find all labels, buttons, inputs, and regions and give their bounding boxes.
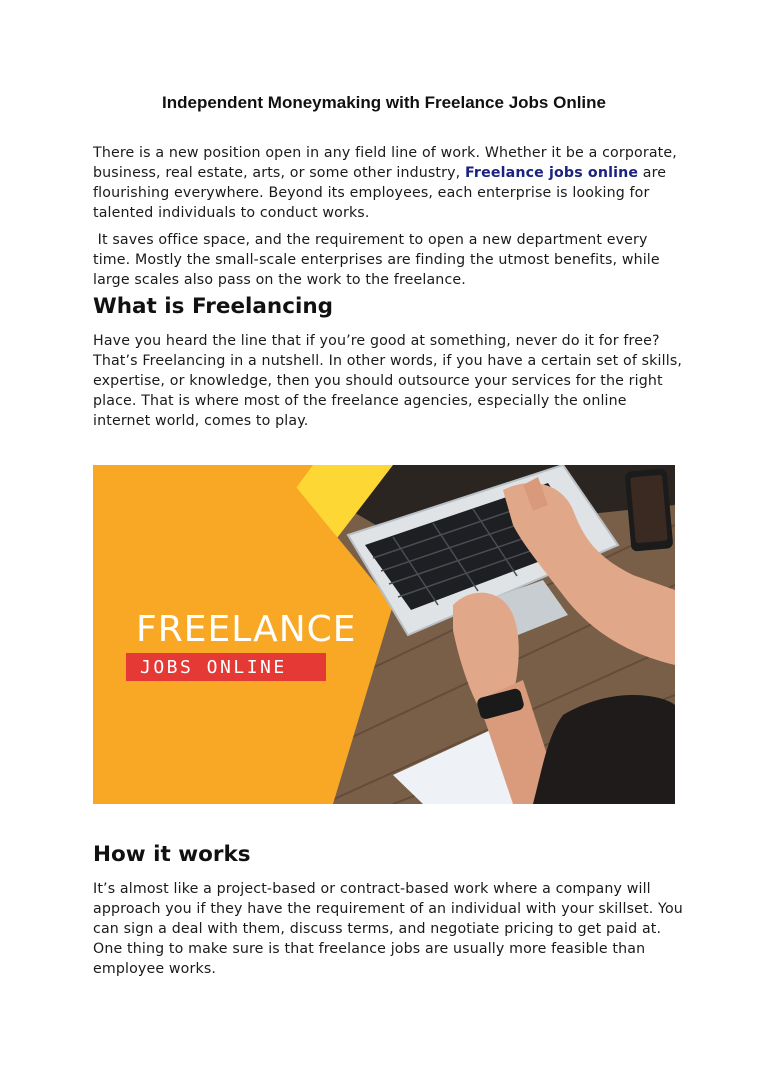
hero-banner-text: JOBS ONLINE [140, 657, 287, 678]
hero-headline: FREELANCE [136, 609, 357, 650]
intro-text-start: There is a new position open in any field line of work. Whether it be a corporate, business, real estate, arts, or some other industry, [93, 145, 677, 181]
freelance-jobs-online-link[interactable]: Freelance jobs online [464, 165, 639, 181]
document-title: Independent Moneymaking with Freelance Jobs Online [162, 93, 606, 112]
heading-how-it-works: How it works [93, 842, 251, 867]
paragraph-what-is-freelancing: Have you heard the line that if you’re good at something, never do it for free? That’s Freelancing in a nutshell. In other words, if you have a certain set of skills, expertise, or knowledge, then you should outsource your services for the right place. That is where most of the freelance agencies, especially the online internet world, comes to play. [93, 333, 683, 429]
freelance-laptop-illustration [93, 465, 675, 804]
hero-image [93, 465, 675, 804]
paragraph-how-it-works: It’s almost like a project-based or contract-based work where a company will approach you if they have the requirement of an individual with your skillset. You can sign a deal with them, discuss terms, and negotiate pricing to get paid at. One thing to make sure is that freelance jobs are usually more feasible than employee works. [93, 881, 683, 977]
heading-what-is-freelancing: What is Freelancing [93, 294, 334, 319]
intro-paragraph [93, 143, 683, 223]
intro-text-end: are flourishing everywhere. Beyond its employees, each enterprise is looking for talented individuals to conduct works. [93, 165, 667, 221]
paragraph-office-space: It saves office space, and the requirement to open a new department every time. Mostly the small-scale enterprises are finding the utmost benefits, while large scales also pass on the work to the freelance. [93, 232, 665, 288]
